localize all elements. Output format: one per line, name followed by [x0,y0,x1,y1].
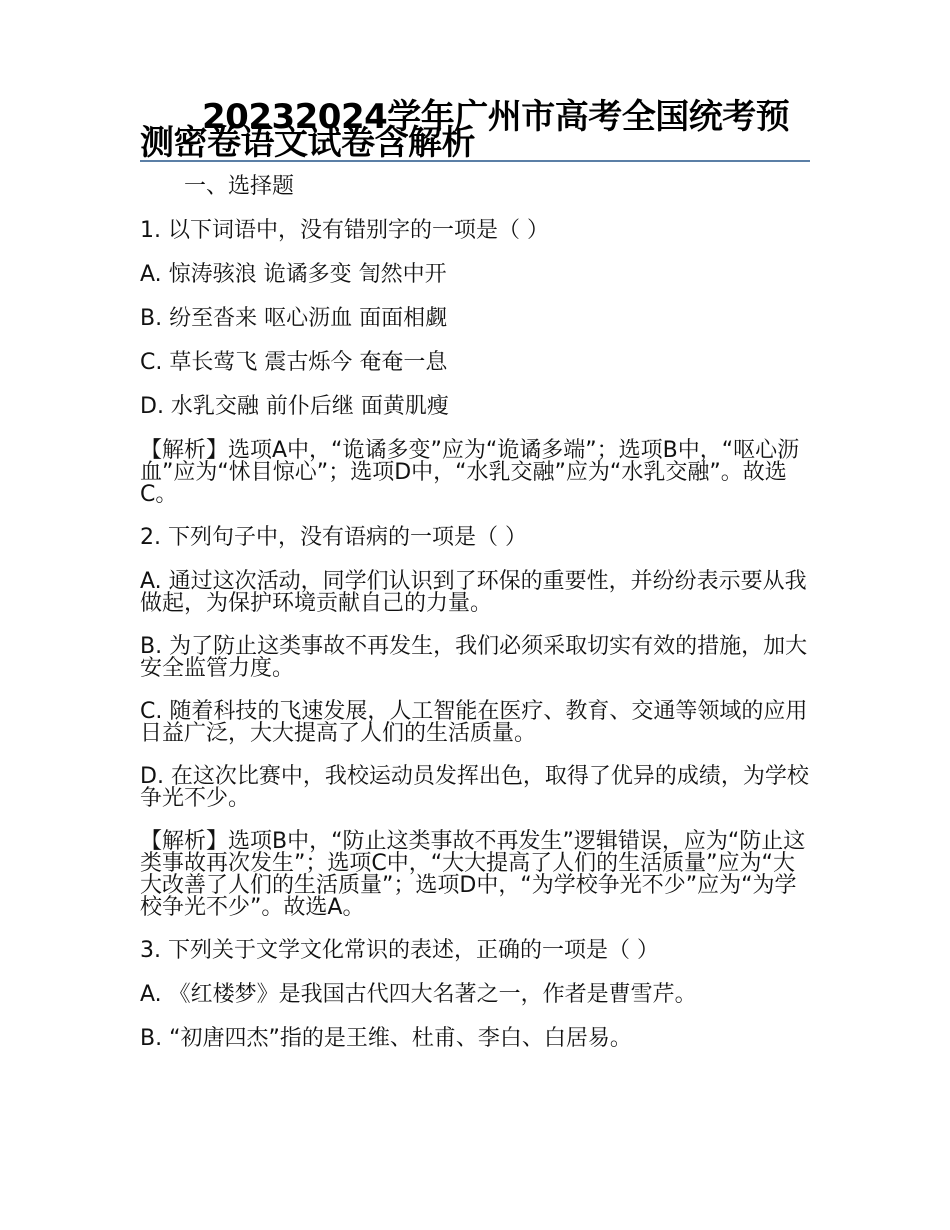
document-body [140,176,812,1072]
question-1-option-b: B. 纷至沓来 呕心沥血 面面相觑 [140,306,448,331]
question-2-analysis: 【解析】选项B中，“防止这类事故不再发生”逻辑错误，应为“防止这类事故再次发生”；选项C中，“大大提高了人们的生活质量”应为“大大改善了人们的生活质量”；选项D中，“为学校争光不少”应为“为学校争光不少”。故选A。 [140,829,806,920]
question-1-option-a: A. 惊涛骇浪 诡谲多变 訇然中开 [140,262,447,287]
question-1-option-c: C. 草长莺飞 震古烁今 奄奄一息 [140,350,448,375]
question-3-stem: 3. 下列关于文学文化常识的表述，正确的一项是（ ） [140,938,659,963]
question-3-option-b: B. “初唐四杰”指的是王维、杜甫、李白、白居易。 [140,1026,632,1051]
document-title: 20232024学年广州市高考全国统考预测密卷语文试卷含解析 [140,97,790,163]
section-heading: 一、选择题 [184,174,295,199]
question-2-option-b: B. 为了防止这类事故不再发生，我们必须采取切实有效的措施，加大安全监管力度。 [140,634,808,681]
question-2-option-d: D. 在这次比赛中，我校运动员发挥出色，取得了优异的成绩，为学校争光不少。 [140,764,809,811]
question-2-option-c: C. 随着科技的飞速发展，人工智能在医疗、教育、交通等领域的应用日益广泛，大大提高了人们的生活质量。 [140,699,808,746]
title-divider [140,160,810,162]
question-1-option-d: D. 水乳交融 前仆后继 面黄肌瘦 [140,394,449,419]
question-3-option-a: A. 《红楼梦》是我国古代四大名著之一，作者是曹雪芹。 [140,982,697,1007]
question-2-stem: 2. 下列句子中，没有语病的一项是（ ） [140,525,527,550]
question-1-analysis: 【解析】选项A中，“诡谲多变”应为“诡谲多端”；选项B中，“呕心沥血”应为“怵目惊心”；选项D中，“水乳交融”应为“水乳交融”。故选C。 [140,438,800,507]
question-2-option-a: A. 通过这次活动，同学们认识到了环保的重要性，并纷纷表示要从我做起，为保护环境贡献自己的力量。 [140,569,807,616]
question-1-stem: 1. 以下词语中，没有错别字的一项是（ ） [140,218,549,243]
